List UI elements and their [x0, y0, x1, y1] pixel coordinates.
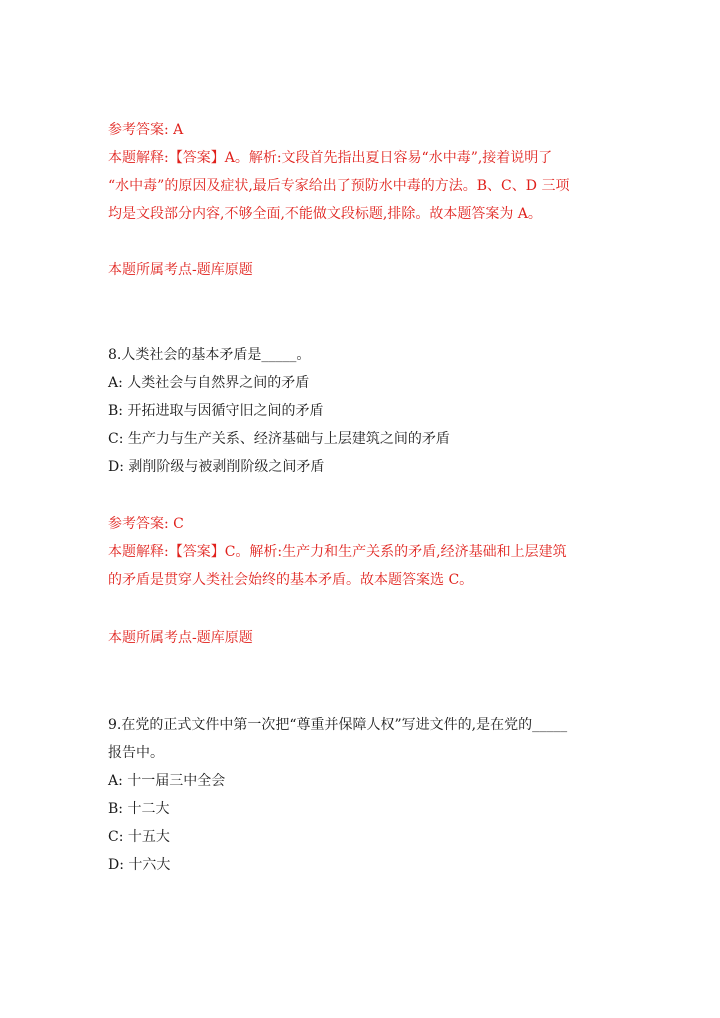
q8-option-d: D: 剥削阶级与被剥削阶级之间矛盾	[108, 459, 325, 475]
q8-explanation-line: 本题解释:【答案】C。解析:生产力和生产关系的矛盾,经济基础和上层建筑	[108, 544, 567, 560]
q7-explanation-line: 均是文段部分内容,不够全面,不能做文段标题,排除。故本题答案为 A。	[108, 206, 542, 222]
q9-question-line: 报告中。	[108, 745, 164, 761]
q9-option-c: C: 十五大	[108, 829, 170, 845]
q7-topic-section	[108, 256, 608, 284]
q8-option-c: C: 生产力与生产关系、经济基础与上层建筑之间的矛盾	[108, 431, 450, 447]
q8-answer-section	[108, 510, 608, 594]
q9-option-a: A: 十一届三中全会	[108, 773, 226, 789]
q7-answer: 参考答案: A	[108, 122, 184, 138]
q9-question-section	[108, 711, 608, 879]
q8-option-b: B: 开拓进取与因循守旧之间的矛盾	[108, 403, 324, 419]
q8-topic-section	[108, 624, 608, 652]
q7-topic: 本题所属考点-题库原题	[108, 262, 253, 278]
q8-option-a: A: 人类社会与自然界之间的矛盾	[108, 375, 310, 391]
q9-question-line: 9.在党的正式文件中第一次把“尊重并保障人权”写进文件的,是在党的_____	[108, 717, 568, 733]
q9-option-d: D: 十六大	[108, 857, 171, 873]
q8-question-section	[108, 341, 608, 481]
q9-option-b: B: 十二大	[108, 801, 170, 817]
q7-explanation-line: 本题解释:【答案】A。解析:文段首先指出夏日容易“水中毒”,接着说明了	[108, 150, 553, 166]
q8-answer: 参考答案: C	[108, 516, 184, 532]
q8-topic: 本题所属考点-题库原题	[108, 630, 253, 646]
q7-answer-section	[108, 116, 608, 228]
q7-explanation-line: “水中毒”的原因及症状,最后专家给出了预防水中毒的方法。B、C、D 三项	[108, 178, 570, 194]
q8-explanation-line: 的矛盾是贯穿人类社会始终的基本矛盾。故本题答案选 C。	[108, 572, 474, 588]
q8-question: 8.人类社会的基本矛盾是_____。	[108, 347, 311, 363]
